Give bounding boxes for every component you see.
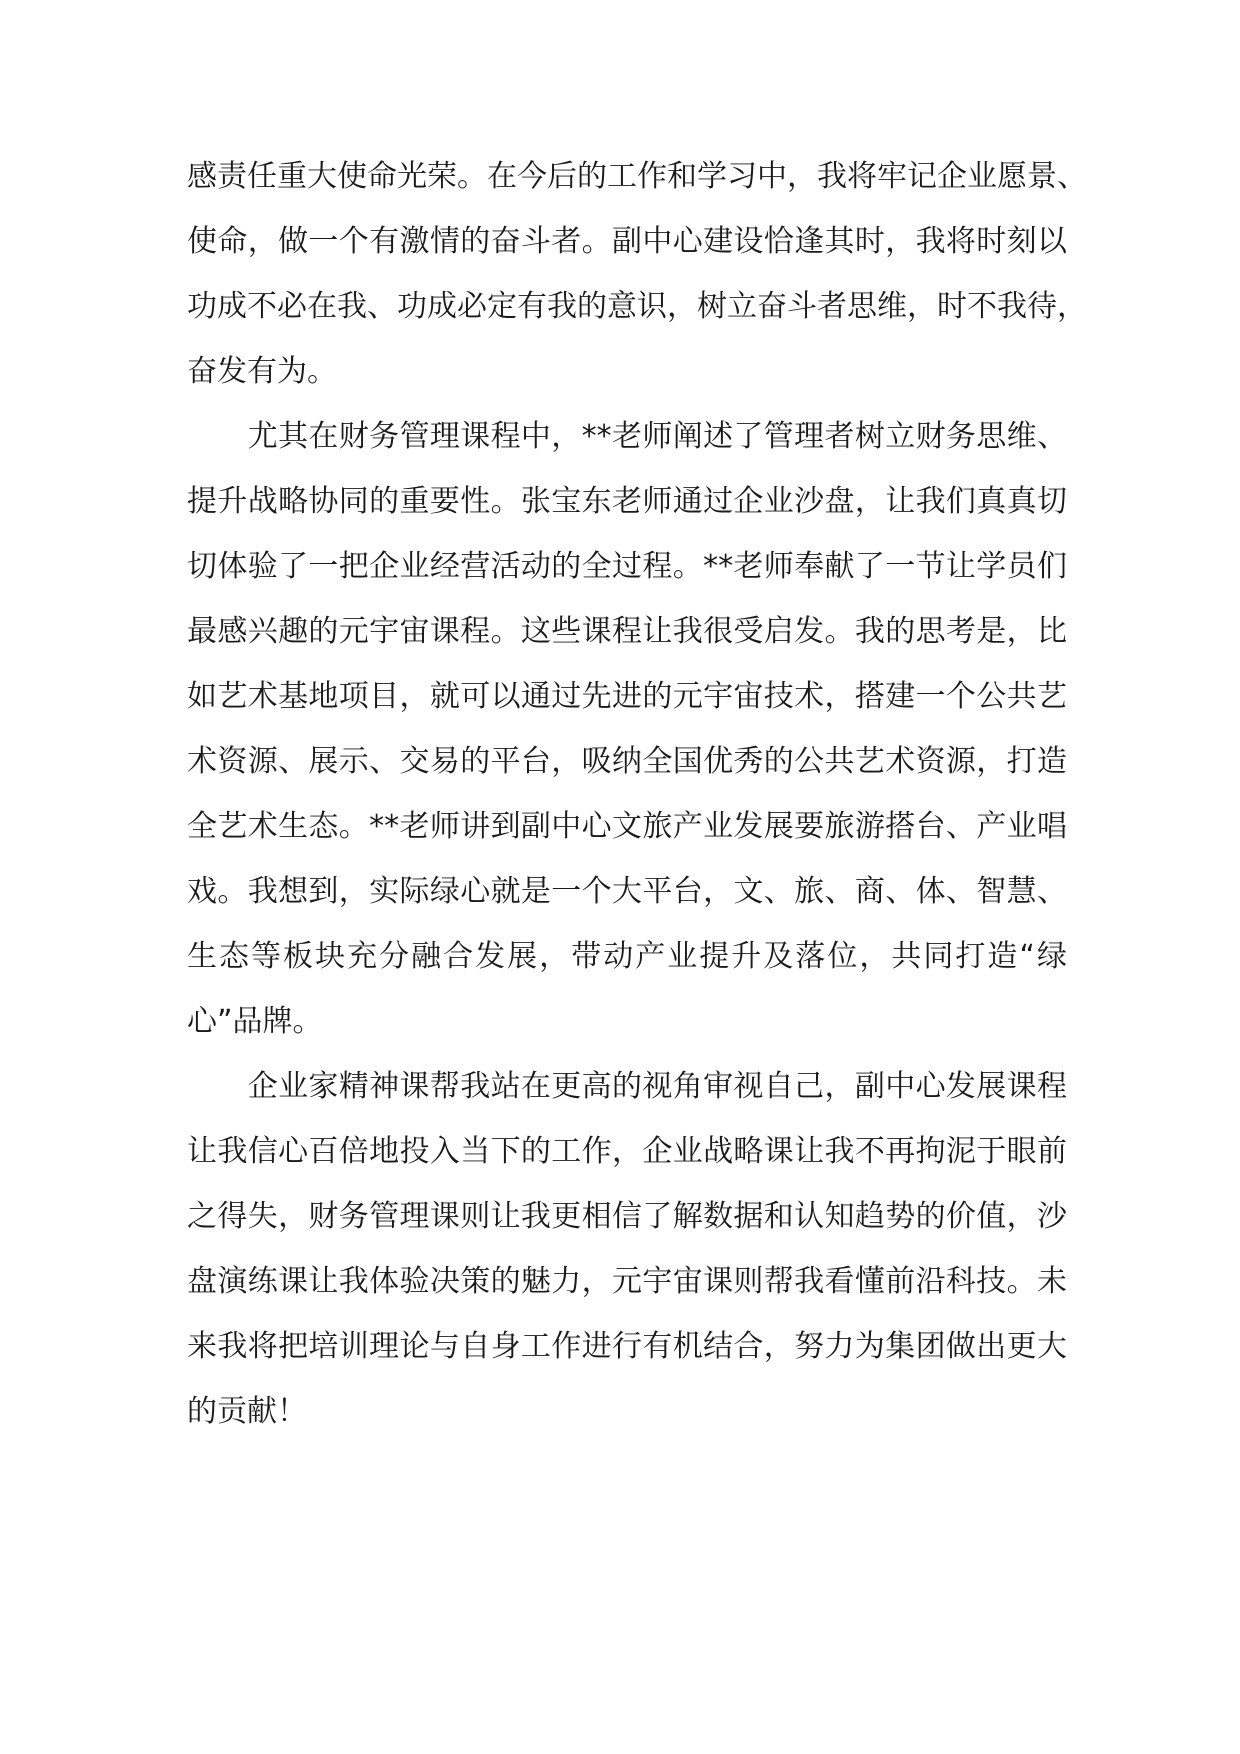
paragraph-2: [187, 420, 1067, 1038]
document-body: [187, 159, 1087, 1460]
text-line: 让我信心百倍地投入当下的工作，企业战略课让我不再拘泥于眼前: [187, 1134, 1067, 1169]
paragraph-1: [187, 159, 1087, 389]
text-line: 提升战略协同的重要性。张宝东老师通过企业沙盘，让我们真真切: [187, 484, 1067, 519]
text-line: 心”品牌。: [187, 1004, 323, 1039]
text-line: 如艺术基地项目，就可以通过先进的元宇宙技术，搭建一个公共艺: [187, 679, 1067, 714]
text-line: 盘演练课让我体验决策的魅力，元宇宙课则帮我看懂前沿科技。未: [187, 1264, 1067, 1299]
text-line: 尤其在财务管理课程中，**老师阐述了管理者树立财务思维、: [187, 419, 1067, 454]
text-line: 戏。我想到，实际绿心就是一个大平台，文、旅、商、体、智慧、: [187, 874, 1067, 909]
text-line: 奋发有为。: [187, 354, 337, 389]
text-line: 最感兴趣的元宇宙课程。这些课程让我很受启发。我的思考是，比: [187, 614, 1067, 649]
text-line: 感责任重大使命光荣。在今后的工作和学习中，我将牢记企业愿景、: [187, 159, 1087, 194]
text-line: 切体验了一把企业经营活动的全过程。**老师奉献了一节让学员们: [187, 549, 1067, 584]
text-line: 功成不必在我、功成必定有我的意识，树立奋斗者思维，时不我待，: [187, 289, 1087, 324]
text-line: 全艺术生态。**老师讲到副中心文旅产业发展要旅游搭台、产业唱: [187, 809, 1067, 844]
text-line: 的贡献！: [187, 1394, 307, 1429]
text-line: 企业家精神课帮我站在更高的视角审视自己，副中心发展课程: [187, 1069, 1067, 1104]
text-line: 之得失，财务管理课则让我更相信了解数据和认知趋势的价值，沙: [187, 1199, 1067, 1234]
text-line: 术资源、展示、交易的平台，吸纳全国优秀的公共艺术资源，打造: [187, 744, 1067, 779]
text-line: 来我将把培训理论与自身工作进行有机结合，努力为集团做出更大: [187, 1329, 1067, 1364]
text-line: 使命，做一个有激情的奋斗者。副中心建设恰逢其时，我将时刻以: [187, 224, 1067, 259]
text-line: 生态等板块充分融合发展，带动产业提升及落位，共同打造“绿: [187, 939, 1067, 974]
paragraph-3: [187, 1070, 1067, 1428]
